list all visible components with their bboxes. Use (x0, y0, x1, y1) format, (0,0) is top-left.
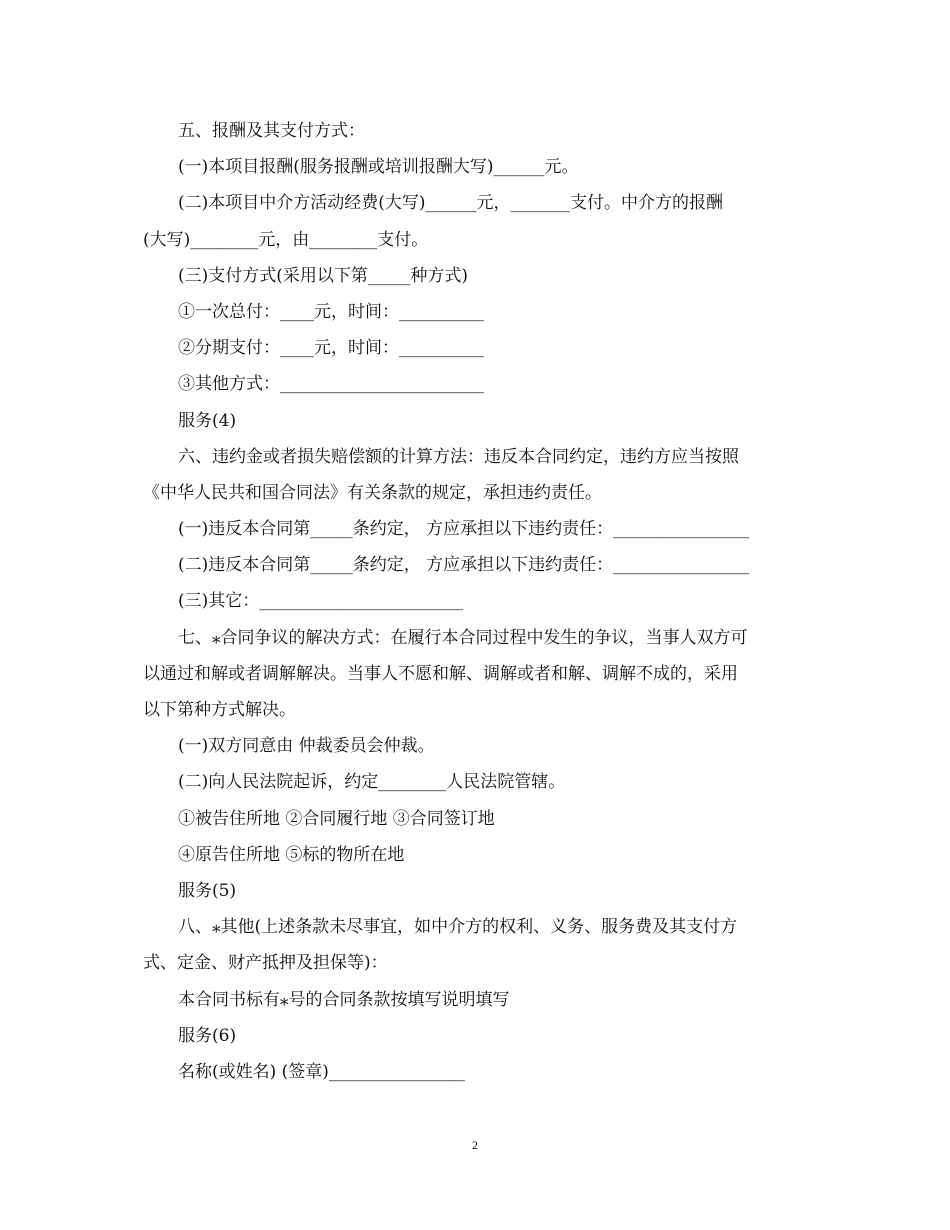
fill-instruction-note: 本合同书标有⁎号的合同条款按填写说明填写 (178, 989, 510, 1010)
jurisdiction-options-1: ①被告住所地 ②合同履行地 ③合同签订地 (178, 808, 495, 829)
section-7-heading-line-2: 以通过和解或者调解解决。当事人不愿和解、调解或者和解、调解不成的，采用 (143, 663, 738, 684)
clause-6-3: (三)其它：________________________ (178, 591, 464, 612)
service-label-5: 服务(5) (178, 880, 237, 901)
clause-5-1: (一)本项目报酬(服务报酬或培训报酬大写)______元。 (178, 157, 579, 178)
payment-option-3: ③其他方式：________________________ (178, 374, 484, 395)
payment-option-2: ②分期支付：____元，时间：__________ (178, 338, 484, 359)
clause-7-2: (二)向人民法院起诉，约定________人民法院管辖。 (178, 772, 566, 793)
clause-5-2-line-1: (二)本项目中介方活动经费(大写)______元，_______支付。中介方的报酬 (178, 193, 724, 214)
signature-line: 名称(或姓名) (签章)________________ (178, 1061, 465, 1082)
clause-6-1: (一)违反本合同第_____条约定， 方应承担以下违约责任：________________ (178, 519, 750, 540)
jurisdiction-options-2: ④原告住所地 ⑤标的物所在地 (178, 844, 405, 865)
section-6-heading-line-1: 六、违约金或者损失赔偿额的计算方法：违反本合同约定，违约方应当按照 (178, 446, 739, 467)
section-7-heading-line-1: 七、⁎合同争议的解决方式：在履行本合同过程中发生的争议，当事人双方可 (178, 627, 748, 648)
payment-option-1: ①一次总付：____元，时间：__________ (178, 301, 484, 322)
clause-5-3: (三)支付方式(采用以下第_____种方式) (178, 265, 469, 286)
section-8-heading-line-2: 式、定金、财产抵押及担保等)： (143, 953, 388, 974)
section-6-heading-line-2: 《中华人民共和国合同法》有关条款的规定，承担违约责任。 (143, 482, 602, 503)
section-5-heading: 五、报酬及其支付方式： (178, 121, 365, 141)
clause-6-2: (二)违反本合同第_____条约定， 方应承担以下违约责任：________________ (178, 555, 750, 576)
document-body (143, 113, 813, 1090)
section-7-heading-line-3: 以下第种方式解决。 (143, 700, 296, 720)
service-label-4: 服务(4) (178, 410, 237, 431)
section-8-heading-line-1: 八、⁎其他(上述条款未尽事宜，如中介方的权利、义务、服务费及其支付方 (178, 917, 738, 938)
service-label-6: 服务(6) (178, 1025, 237, 1046)
clause-5-2-line-2: (大写)________元，由________支付。 (143, 229, 429, 250)
page-number: 2 (472, 1138, 478, 1152)
clause-7-1: (一)双方同意由 仲裁委员会仲裁。 (178, 736, 435, 757)
